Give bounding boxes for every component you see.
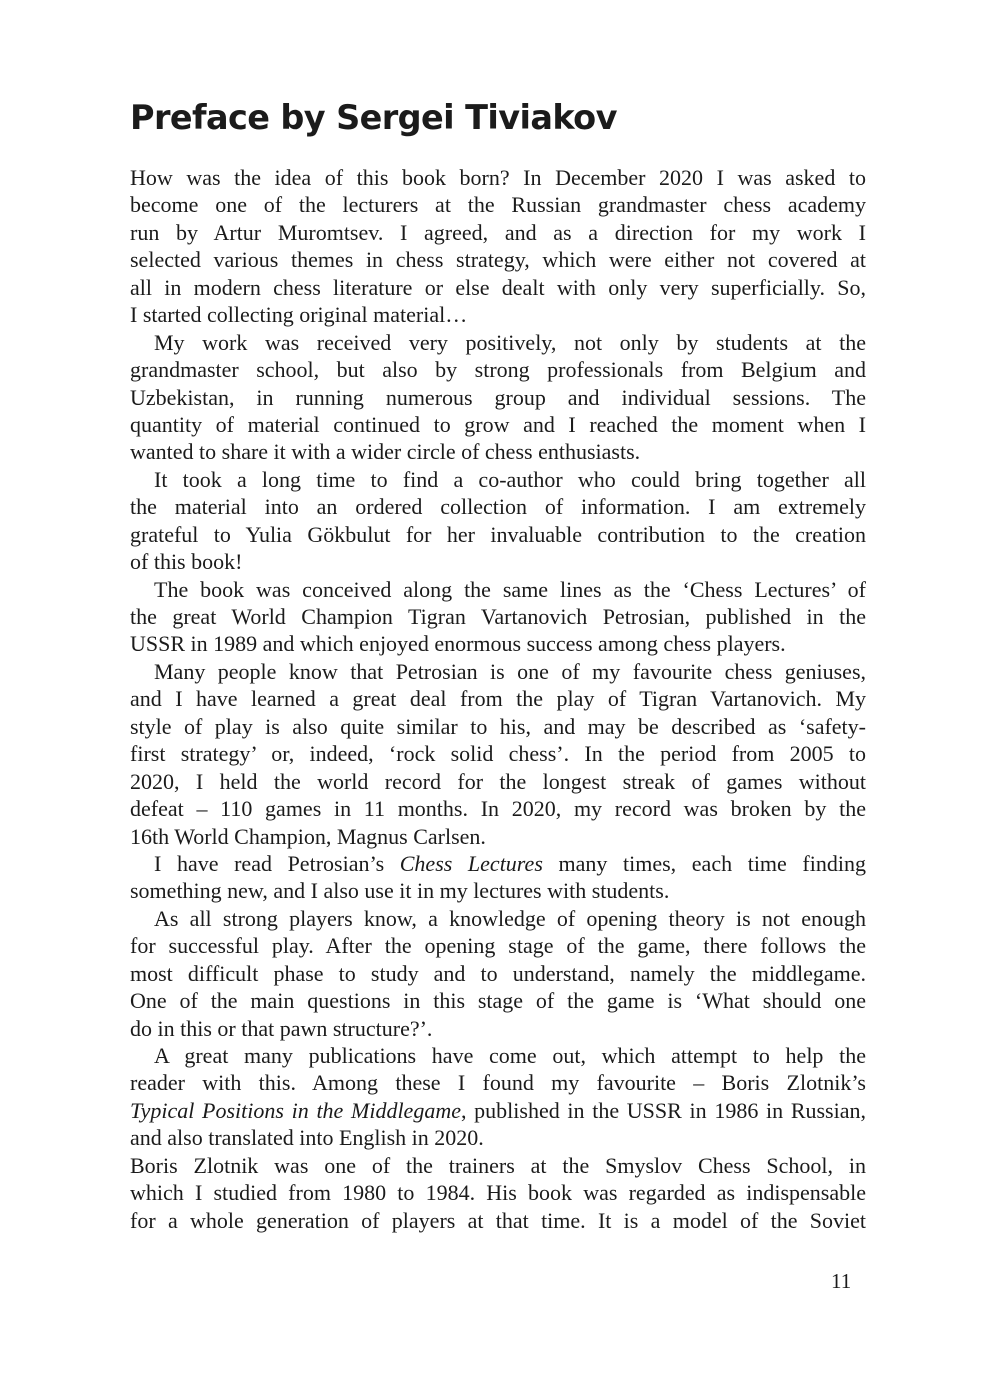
- text-line: One of the main questions in this stage of the game is ‘What should one: [130, 988, 866, 1014]
- text-line: [130, 1097, 866, 1124]
- book-title-typical-positions: Typical Positions in the Middlegame: [130, 1097, 461, 1123]
- text-line: 2020, I held the world record for the longest streak of games without: [130, 768, 866, 794]
- text-line: My work was received very positively, not only by students at the: [154, 329, 866, 355]
- text-line: I started collecting original material…: [130, 302, 468, 328]
- text-line: for successful play. After the opening stage of the game, there follows the: [130, 933, 866, 959]
- page-title: Preface by Sergei Tiviakov: [130, 98, 617, 137]
- text-line: quantity of material continued to grow and I reached the moment when I: [130, 411, 866, 437]
- text-line: wanted to share it with a wider circle of chess enthusiasts.: [130, 439, 641, 465]
- text-line: Boris Zlotnik was one of the trainers at the Smyslov Chess School, in: [130, 1152, 866, 1178]
- text-line: first strategy’ or, indeed, ‘rock solid chess’. In the period from 2005 to: [130, 741, 866, 767]
- paragraph-6: [130, 850, 866, 905]
- text-line: selected various themes in chess strategy, which were either not covered at: [130, 247, 866, 273]
- text-line: and I have learned a great deal from the play of Tigran Vartanovich. My: [130, 686, 866, 712]
- text-line: and also translated into English in 2020.: [130, 1125, 484, 1151]
- paragraph-2: [130, 329, 866, 466]
- paragraph-8: [130, 1042, 866, 1152]
- page-number: 11: [831, 1269, 852, 1293]
- text-line: 16th World Champion, Magnus Carlsen.: [130, 823, 486, 849]
- book-title-chess-lectures: Chess Lectures: [399, 850, 543, 876]
- text-line: grandmaster school, but also by strong professionals from Belgium and: [130, 357, 866, 383]
- text-line: As all strong players know, a knowledge of opening theory is not enough: [154, 905, 866, 931]
- text-line: run by Artur Muromtsev. I agreed, and as a direction for my work I: [130, 219, 866, 245]
- text-run: I have read Petrosian’s: [154, 850, 400, 876]
- text-line: A great many publications have come out, which attempt to help the: [154, 1043, 866, 1068]
- paragraph-9: [130, 1152, 866, 1234]
- text-line: something new, and I also use it in my lectures with students.: [130, 878, 670, 904]
- text-line: become one of the lecturers at the Russian grandmaster chess academy: [130, 192, 866, 218]
- text-line: do in this or that pawn structure?’.: [130, 1015, 433, 1041]
- paragraph-4: [130, 576, 866, 658]
- text-line: most difficult phase to study and to understand, namely the middlegame.: [130, 960, 866, 986]
- text-line: defeat – 110 games in 11 months. In 2020, my record was broken by the: [130, 796, 866, 822]
- text-line: of this book!: [130, 549, 243, 575]
- text-line: which I studied from 1980 to 1984. His book was regarded as indispensable: [130, 1180, 866, 1206]
- text-run: , published in the USSR in 1986 in Russian,: [460, 1097, 866, 1123]
- paragraph-7: [130, 905, 866, 1042]
- text-line: The book was conceived along the same lines as the ‘Chess Lectures’ of: [154, 576, 866, 602]
- text-run: many times, each time finding: [542, 850, 866, 876]
- text-line: style of play is also quite similar to his, and may be described as ‘safety-: [130, 713, 866, 739]
- text-line: USSR in 1989 and which enjoyed enormous success among chess players.: [130, 631, 786, 657]
- paragraph-5: [130, 658, 866, 850]
- text-line: all in modern chess literature or else dealt with only very superficially. So,: [130, 274, 866, 300]
- text-line: grateful to Yulia Gökbulut for her invaluable contribution to the creation: [130, 521, 866, 547]
- body-text: [130, 164, 866, 1234]
- text-line: reader with this. Among these I found my favourite – Boris Zlotnik’s: [130, 1070, 866, 1096]
- text-line: How was the idea of this book born? In December 2020 I was asked to: [130, 165, 866, 190]
- text-line: Many people know that Petrosian is one of my favourite chess geniuses,: [154, 658, 866, 684]
- text-line: the material into an ordered collection of information. I am extremely: [130, 494, 866, 520]
- text-line: the great World Champion Tigran Vartanovich Petrosian, published in the: [130, 604, 866, 629]
- paragraph-1: [130, 164, 866, 329]
- text-line: It took a long time to find a co-author who could bring together all: [154, 466, 866, 492]
- text-line: [130, 850, 866, 877]
- text-line: Uzbekistan, in running numerous group and individual sessions. The: [130, 384, 866, 410]
- paragraph-3: [130, 466, 866, 576]
- text-line: for a whole generation of players at that time. It is a model of the Soviet: [130, 1207, 866, 1233]
